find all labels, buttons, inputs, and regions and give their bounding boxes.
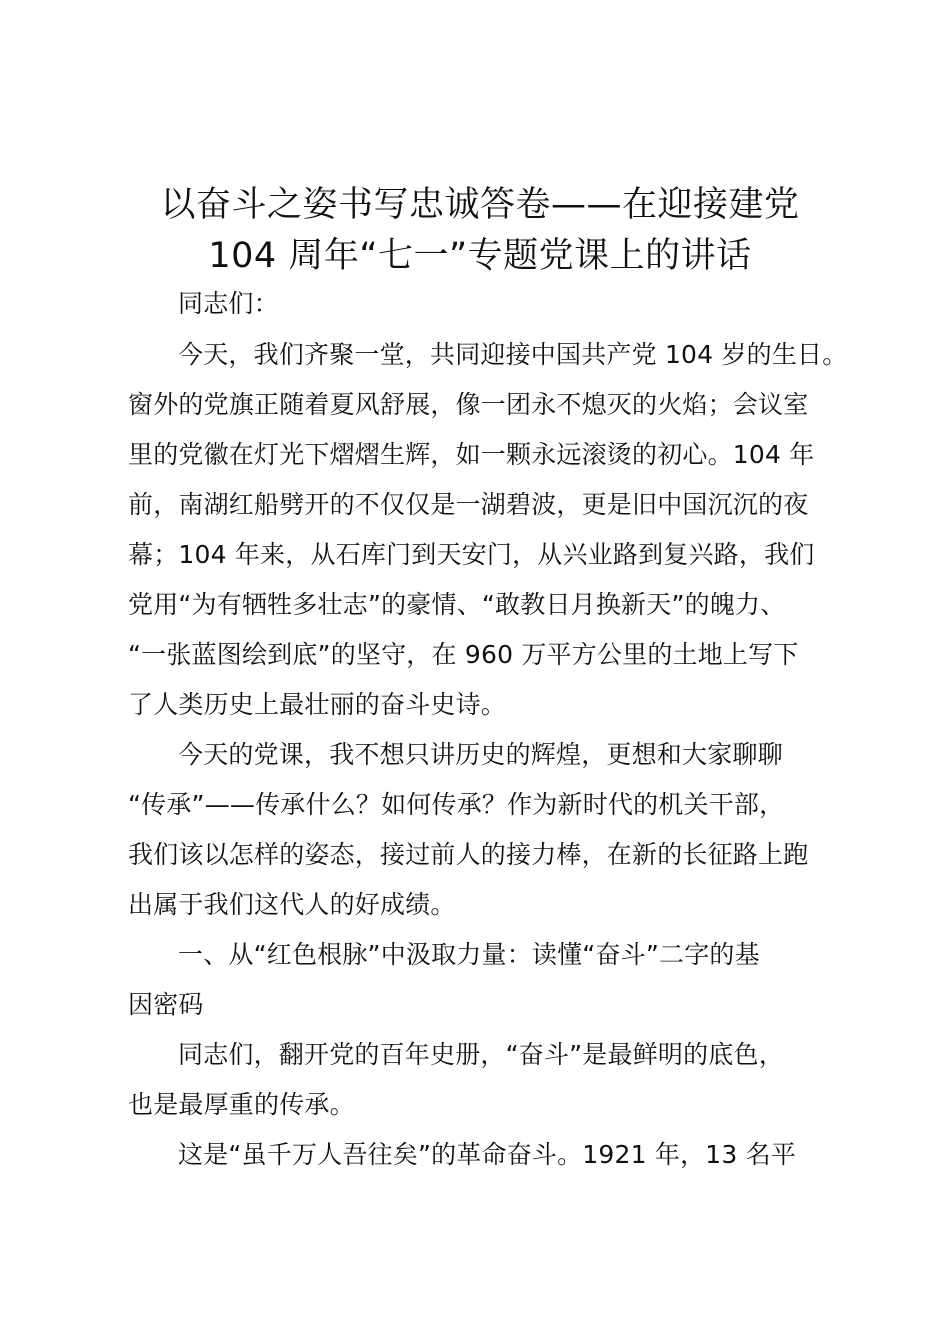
body-line: 里的党徽在灯光下熠熠生辉，如一颗永远滚烫的初心。104 年 [128,440,815,469]
body-line: 幕；104 年来，从石库门到天安门，从兴业路到复兴路，我们 [128,540,815,569]
body-line: 今天的党课，我不想只讲历史的辉煌，更想和大家聊聊 [178,740,783,769]
body-line: “一张蓝图绘到底”的坚守，在 960 万平方公里的土地上写下 [128,640,799,669]
salutation: 同志们： [178,289,279,318]
body-line: 也是最厚重的传承。 [128,1090,355,1119]
body-line: 出属于我们这代人的好成绩。 [128,890,456,919]
document-title-line-2: 104 周年“七一”专题党课上的讲话 [208,236,752,276]
body-line: 前，南湖红船劈开的不仅仅是一湖碧波，更是旧中国沉沉的夜 [128,490,809,519]
document-title-line-1: 以奋斗之姿书写忠诚答卷——在迎接建党 [160,185,800,225]
section-heading-line-1: 一、从“红色根脉”中汲取力量：读懂“奋斗”二字的基 [178,940,760,969]
section-heading-line-2: 因密码 [128,990,204,1019]
body-line: 今天，我们齐聚一堂，共同迎接中国共产党 104 岁的生日。 [178,340,848,369]
body-line: 同志们，翻开党的百年史册，“奋斗”是最鲜明的底色， [178,1040,784,1069]
body-line: 我们该以怎样的姿态，接过前人的接力棒，在新的长征路上跑 [128,840,809,869]
body-line: 窗外的党旗正随着夏风舒展，像一团永不熄灭的火焰；会议室 [128,390,809,419]
body-line: 了人类历史上最壮丽的奋斗史诗。 [128,690,507,719]
body-line: 党用“为有牺牲多壮志”的豪情、“敢教日月换新天”的魄力、 [128,590,786,619]
body-line: “传承”——传承什么？如何传承？作为新时代的机关干部， [128,790,785,819]
body-line: 这是“虽千万人吾往矣”的革命奋斗。1921 年，13 名平 [178,1140,797,1169]
